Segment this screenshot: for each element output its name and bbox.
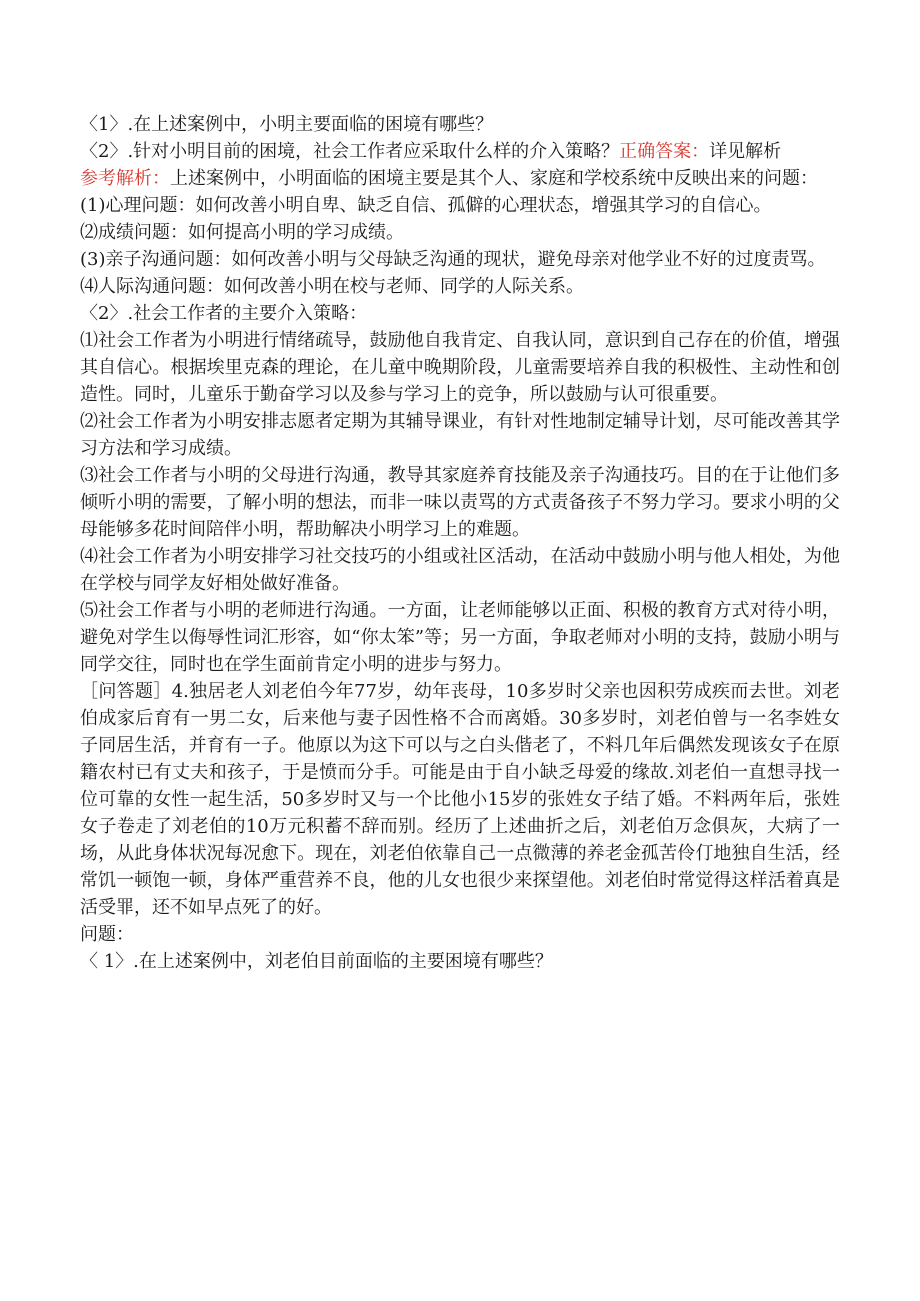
analysis-intro (80, 165, 840, 192)
strategy-item: ⑷社会工作者为小明安排学习社交技巧的小组或社区活动，在活动中鼓励小明与他人相处，为他在学校与同学友好相处做好准备。 (80, 546, 840, 594)
question-2-text: 〈2〉.针对小明目前的困境，社会工作者应采取什么样的介入策略？ (80, 141, 620, 162)
strategy-item: ⑶社会工作者与小明的父母进行沟通，教导其家庭养育技能及亲子沟通技巧。目的在于让他们多倾听小明的需要，了解小明的想法，而非一味以责骂的方式责备孩子不努力学习。要求小明的父母能够多花时间陪伴小明，帮助解决小明学习上的难题。 (80, 465, 840, 540)
problem-item: (3)亲子沟通问题：如何改善小明与父母缺乏沟通的现状，避免母亲对他学业不好的过度责骂。 (80, 249, 826, 270)
case-4-question-1: 〈 1〉.在上述案例中，刘老伯目前面临的主要困境有哪些？ (80, 951, 553, 972)
answer-label: 正确答案： (619, 141, 710, 162)
strategy-item: ⑸社会工作者与小明的老师进行沟通。一方面，让老师能够以正面、积极的教育方式对待小明，避免对学生以侮辱性词汇形容，如“你太笨”等；另一方面，争取老师对小明的支持，鼓励小明与同学交往，同时也在学生面前肯定小明的进步与努力。 (80, 600, 840, 675)
problem-item: ⑷人际沟通问题：如何改善小明在校与老师、同学的人际关系。 (80, 276, 584, 297)
case-4-text: ［问答题］4.独居老人刘老伯今年77岁，幼年丧母，10多岁时父亲也因积劳成疾而去世。刘老伯成家后育有一男二女，后来他与妻子因性格不合而离婚。30多岁时，刘老伯曾与一名李姓女子同居生活，并育有一子。他原以为这下可以与之白头偕老了，不料几年后偶然发现该女子在原籍农村已有丈夫和孩子，于是愤而分手。可能是由于自小缺乏母爱的缘故.刘老伯一直想寻找一位可靠的女性一起生活，50多岁时又与一个比他小15岁的张姓女子结了婚。不料两年后，张姓女子卷走了刘老伯的10万元积蓄不辞而别。经历了上述曲折之后，刘老伯万念俱灰，大病了一场，从此身体状况每况愈下。现在，刘老伯依靠自己一点微薄的养老金孤苦伶仃地独自生活，经常饥一顿饱一顿，身体严重营养不良，他的儿女也很少来探望他。刘老伯时常觉得这样活着真是活受罪，还不如早点死了的好。 (80, 681, 840, 918)
strategy-item: ⑴社会工作者为小明进行情绪疏导，鼓励他自我肯定、自我认同，意识到自己存在的价值，增强其自信心。根据埃里克森的理论，在儿童中晚期阶段，儿童需要培养自我的积极性、主动性和创造性。同时，儿童乐于勤奋学习以及参与学习上的竞争，所以鼓励与认可很重要。 (80, 330, 840, 405)
strategy-heading: 〈2〉.社会工作者的主要介入策略： (80, 303, 368, 324)
problem-item: ⑵成绩问题：如何提高小明的学习成绩。 (80, 222, 404, 243)
answer-value: 详见解析 (709, 141, 782, 162)
analysis-intro-text: 上述案例中，小明面临的困境主要是其个人、家庭和学校系统中反映出来的问题： (170, 168, 818, 189)
analysis-label: 参考解析： (80, 168, 170, 189)
document-body (80, 111, 840, 975)
strategy-item: ⑵社会工作者为小明安排志愿者定期为其辅导课业，有针对性地制定辅导计划，尽可能改善其学习方法和学习成绩。 (80, 411, 840, 459)
question-2 (80, 138, 840, 165)
question-1: 〈1〉.在上述案例中，小明主要面临的困境有哪些？ (80, 114, 494, 135)
question-label: 问题： (80, 924, 134, 945)
problem-item: (1)心理问题：如何改善小明自卑、缺乏自信、孤僻的心理状态，增强其学习的自信心。 (80, 195, 772, 216)
